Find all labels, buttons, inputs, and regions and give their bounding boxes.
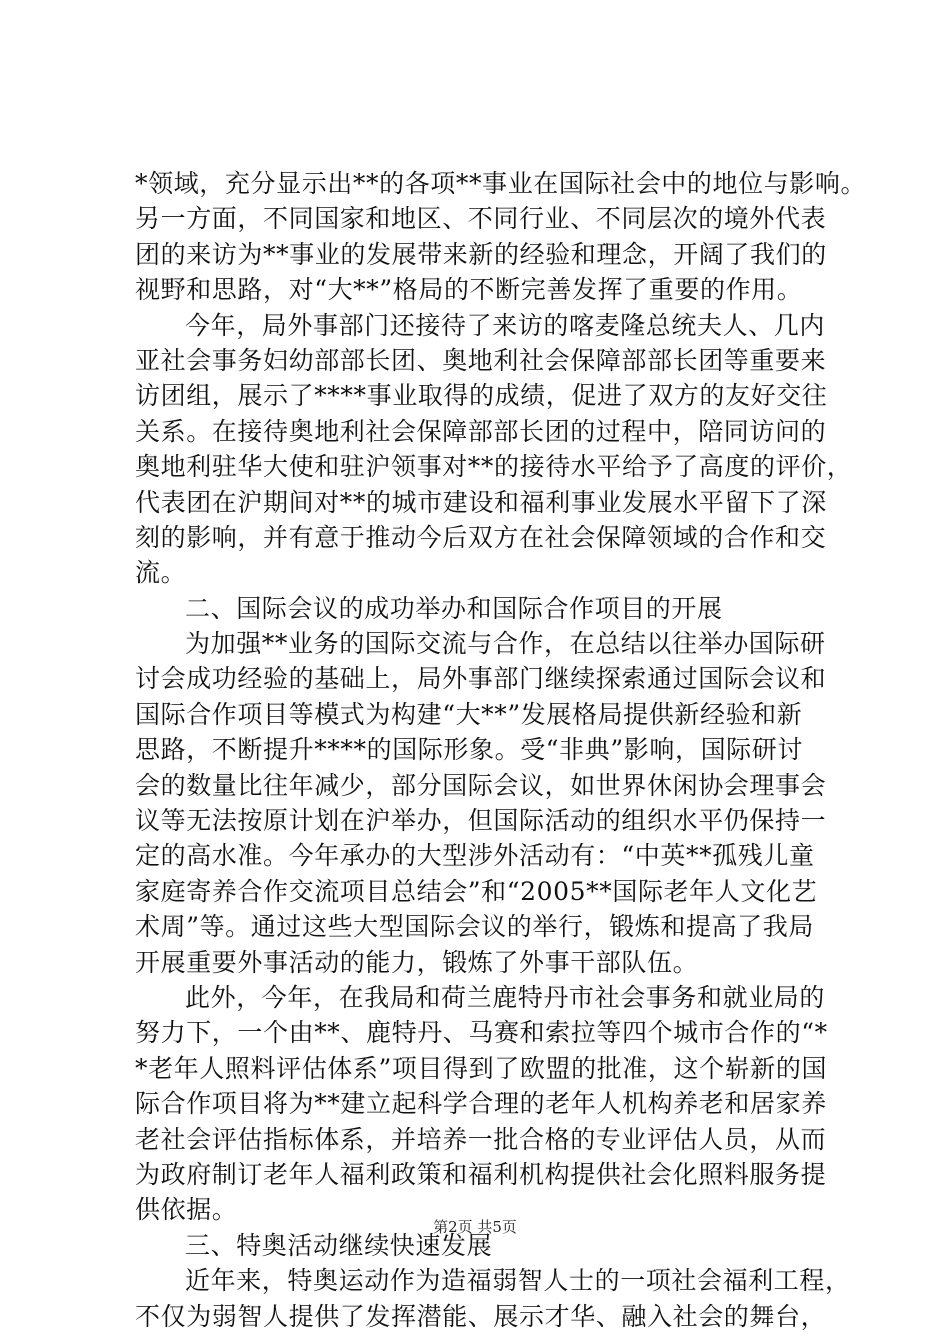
text-line: 开展重要外事活动的能力，锻炼了外事干部队伍。 <box>135 947 699 977</box>
text-line: 际合作项目将为**建立起科学合理的老年人机构养老和居家养 <box>135 1089 827 1119</box>
text-line: 议等无法按原计划在沪举办，但国际活动的组织水平仍保持一 <box>135 806 827 836</box>
text-line: 国际合作项目等模式为构建“大**”发展格局提供新经验和新 <box>135 699 803 729</box>
text-line: 视野和思路，对“大**”格局的不断完善发挥了重要的作用。 <box>135 275 803 305</box>
text-line: 亚社会事务妇幼部部长团、奥地利社会保障部部长团等重要来 <box>135 345 827 375</box>
text-line: 不仅为弱智人提供了发挥潜能、展示才华、融入社会的舞台， <box>135 1301 827 1331</box>
text-line: 老社会评估指标体系，并培养一批合格的专业评估人员，从而 <box>135 1124 827 1154</box>
text-line: 思路，不断提升****的国际形象。受“非典”影响，国际研讨 <box>135 735 803 765</box>
text-line: *老年人照料评估体系”项目得到了欧盟的批准，这个崭新的国 <box>135 1053 828 1083</box>
text-line: 为政府制订老年人福利政策和福利机构提供社会化照料服务提 <box>135 1159 827 1189</box>
text-line: 供依据。 <box>135 1195 238 1225</box>
text-line: 努力下，一个由**、鹿特丹、马赛和索拉等四个城市合作的“* <box>135 1018 828 1048</box>
paragraph-start-line: 此外，今年，在我局和荷兰鹿特丹市社会事务和就业局的 <box>185 982 826 1012</box>
text-line: *领域，充分显示出**的各项**事业在国际社会中的地位与影响。 <box>135 169 867 198</box>
text-line: 刻的影响，并有意于推动今后双方在社会保障领域的合作和交 <box>135 522 827 552</box>
text-line: 定的高水准。今年承办的大型涉外活动有：“中英**孤残儿童 <box>135 841 815 871</box>
text-line: 关系。在接待奥地利社会保障部部长团的过程中，陪同访问的 <box>135 416 827 446</box>
text-line: 访团组，展示了****事业取得的成绩，促进了双方的友好交往 <box>135 381 828 411</box>
text-line: 会的数量比往年减少，部分国际会议，如世界休闲协会理事会 <box>135 770 827 800</box>
text-line: 术周”等。通过这些大型国际会议的举行，锻炼和提高了我局 <box>135 912 814 942</box>
text-line: 讨会成功经验的基础上，局外事部门继续探索通过国际会议和 <box>135 664 827 694</box>
section-heading-3: 三、特奥活动继续快速发展 <box>185 1230 493 1260</box>
text-line: 家庭寄养合作交流项目总结会”和“2005**国际老年人文化艺 <box>135 876 818 906</box>
paragraph-start-line: 近年来，特奥运动作为造福弱智人士的一项社会福利工程， <box>185 1266 851 1296</box>
text-line: 团的来访为**事业的发展带来新的经验和理念，开阔了我们的 <box>135 239 827 269</box>
body-text <box>135 166 867 1334</box>
paragraph-start-line: 今年，局外事部门还接待了来访的喀麦隆总统夫人、几内 <box>185 310 826 340</box>
paragraph-start-line: 为加强**业务的国际交流与合作，在总结以往举办国际研 <box>185 629 826 659</box>
page-footer: 第2页 共5页 <box>433 1218 517 1236</box>
text-line: 另一方面，不同国家和地区、不同行业、不同层次的境外代表 <box>135 204 827 234</box>
section-heading-2: 二、国际会议的成功举办和国际合作项目的开展 <box>185 593 723 623</box>
text-line: 代表团在沪期间对**的城市建设和福利事业发展水平留下了深 <box>135 487 827 517</box>
text-line: 奥地利驻华大使和驻沪领事对**的接待水平给予了高度的评价， <box>135 452 853 482</box>
text-line: 流。 <box>135 558 187 588</box>
